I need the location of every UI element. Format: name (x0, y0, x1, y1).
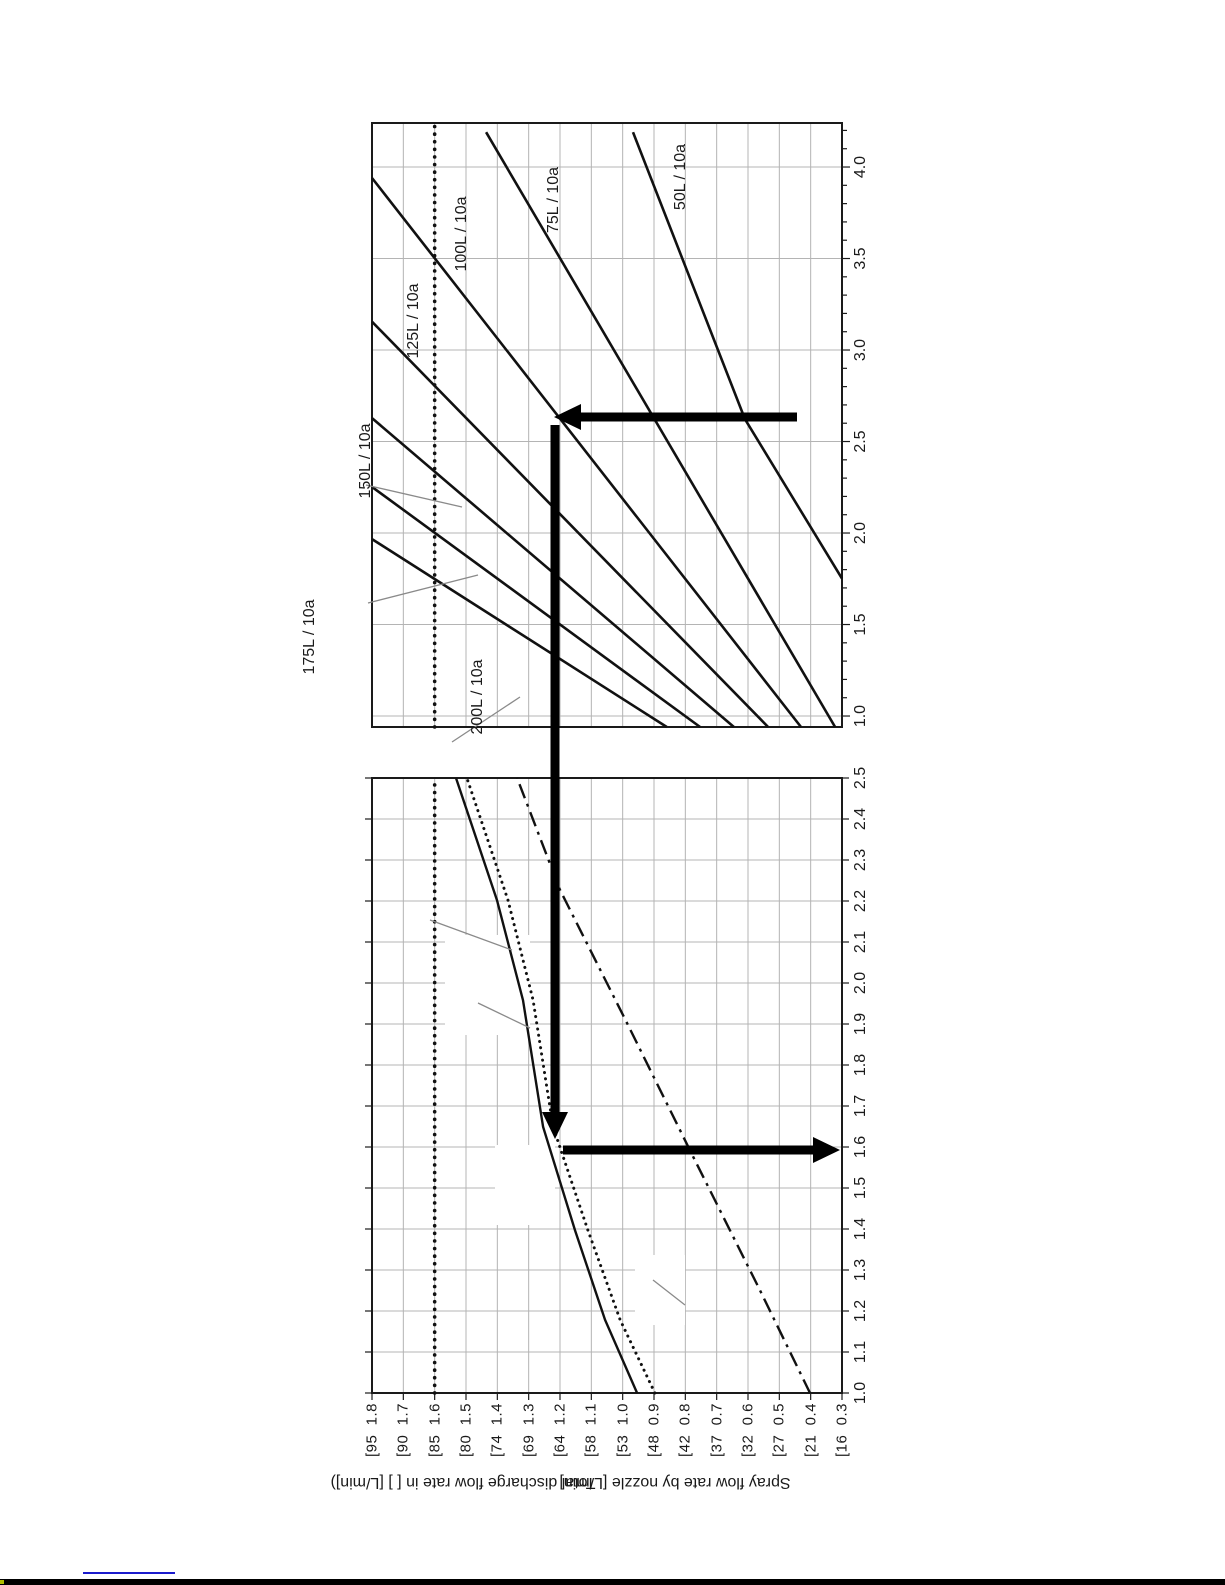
read-down-arrow-head (813, 1137, 840, 1163)
total-flow-tick-label: [48 0.9 (645, 1403, 663, 1458)
flow-axis-tick-label: 1.7 (852, 1094, 869, 1118)
example-arrows (542, 404, 840, 1163)
flow-axis-tick-label: 2.4 (852, 807, 869, 831)
left-plot-border (372, 778, 842, 1393)
flow-axis-tick-label: 1.9 (852, 1012, 869, 1036)
total-flow-tick-label: [21 0.4 (802, 1403, 820, 1458)
application-rate-lines (372, 132, 842, 727)
total-flow-tick-label: [74 1.4 (488, 1403, 506, 1458)
flow-axis-tick-label: 2.2 (852, 889, 869, 913)
total-flow-tick-label: [37 0.7 (708, 1403, 726, 1458)
total-flow-tick-label: [69 1.3 (520, 1403, 538, 1458)
page-bottom-bar (0, 1579, 1225, 1585)
speed-axis-tick-label: 3.5 (852, 247, 869, 270)
flow-axis-tick-label: 1.5 (852, 1176, 869, 1200)
plot-borders (372, 123, 842, 1393)
total-flow-tick-label: [80 1.5 (457, 1403, 475, 1458)
flow-axis-tick-label: 1.6 (852, 1135, 869, 1159)
axis-ticks (365, 130, 850, 1400)
flow-axis-tick-label: 1.3 (852, 1258, 869, 1282)
flow-axis-tick-label: 1.8 (852, 1053, 869, 1077)
curve-dotted (467, 778, 655, 1393)
y-axis-title-total: Total discharge flow rate in [ ] [L/min]) (330, 1474, 596, 1491)
flow-axis-tick-label: 2.5 (852, 766, 869, 790)
gridlines (372, 123, 842, 1393)
flow-axis-tick-label: 2.3 (852, 848, 869, 872)
flow-axis-tick-label: 1.1 (852, 1340, 869, 1364)
total-flow-tick-label: [90 1.7 (394, 1403, 412, 1458)
series-label-150l: 150L / 10a (357, 423, 374, 499)
speed-axis-tick-label: 2.0 (852, 521, 869, 545)
total-flow-tick-label: [27 0.5 (770, 1403, 788, 1458)
hyperlink-underline (83, 1572, 175, 1574)
flow-axis-tick-label: 2.0 (852, 971, 869, 995)
right-plot-border (372, 123, 842, 727)
speed-axis-tick-label: 4.0 (852, 155, 869, 179)
nozzle-flow-curves (456, 778, 810, 1393)
flow-axis-tick-label: 1.0 (852, 1381, 869, 1405)
total-flow-tick-label: [53 1.0 (614, 1403, 632, 1458)
erased-label-patches (445, 935, 685, 1325)
speed-axis-tick-label: 2.5 (852, 430, 869, 453)
series-label-75l: 75L / 10a (545, 166, 562, 234)
series-label-175l: 175L / 10a (301, 599, 318, 675)
speed-axis-tick-label: 1.0 (852, 704, 869, 728)
series-label-100l: 100L / 10a (453, 196, 470, 272)
speed-axis-tick-label: 3.0 (852, 338, 869, 362)
flow-axis-tick-label: 2.1 (852, 930, 869, 954)
series-label-125l: 125L / 10a (405, 283, 422, 359)
total-flow-tick-label: [85 1.6 (426, 1403, 444, 1458)
total-flow-tick-label: [64 1.2 (551, 1403, 569, 1458)
y-axis-title-spray: Spray flow rate by nozzle [L/min] (559, 1474, 791, 1491)
series-line (486, 132, 835, 727)
flow-axis-tick-label: 1.2 (852, 1299, 869, 1323)
total-flow-tick-label: [16 0.3 (833, 1403, 851, 1458)
series-label-200l: 200L / 10a (469, 659, 486, 735)
series-label-50l: 50L / 10a (672, 143, 689, 211)
total-flow-tick-label: [32 0.6 (739, 1403, 757, 1458)
total-flow-tick-label: [58 1.1 (582, 1403, 600, 1458)
total-flow-tick-label: [95 1.8 (363, 1403, 381, 1458)
scan-artifact-speck (0, 1580, 4, 1584)
flow-axis-tick-label: 1.4 (852, 1217, 869, 1241)
speed-axis-tick-label: 1.5 (852, 613, 869, 636)
total-flow-tick-label: [42 0.8 (676, 1403, 694, 1458)
